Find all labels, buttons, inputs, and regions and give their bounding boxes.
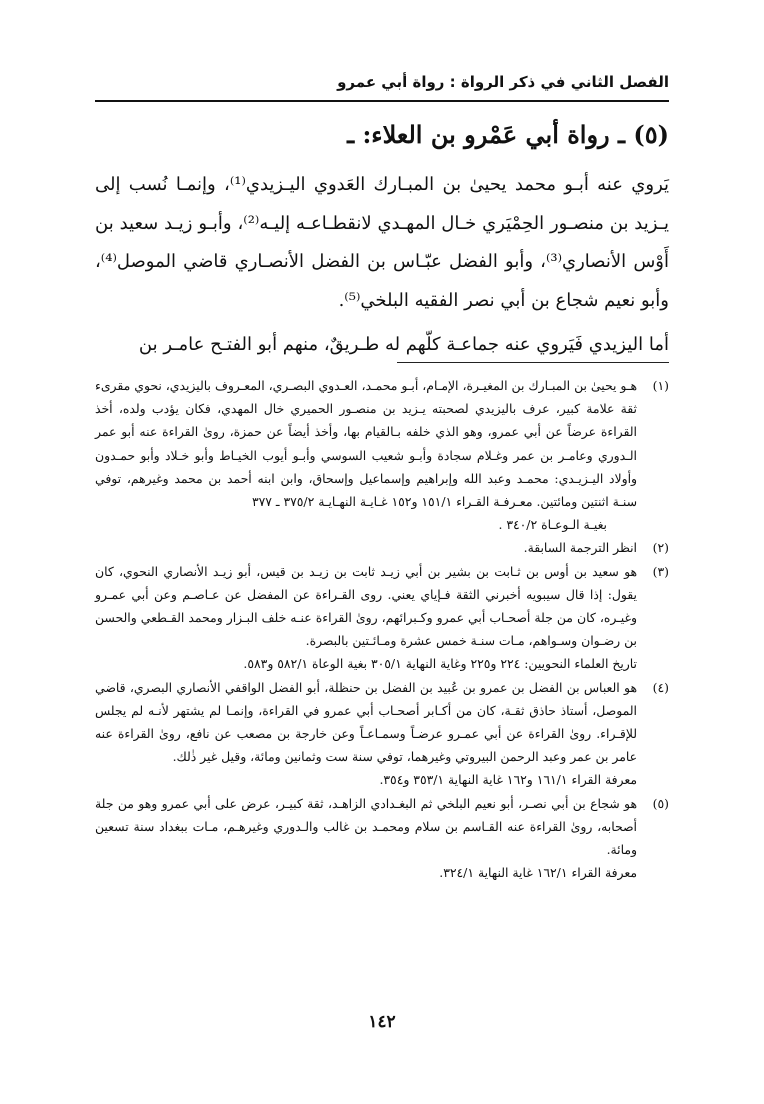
footnote-reference: تاريخ العلماء النحويين: ٢٢٤ و٢٢٥ وغاية النهاية ٣٠٥/١ بغية الوعاة ٥٨٢/١ و٥٨٣.	[243, 656, 637, 672]
footnote	[95, 560, 669, 676]
footnote-paragraph: انظر الترجمة السابقة.	[523, 540, 637, 556]
footnote-separator	[397, 362, 669, 363]
footnote-paragraph: هـو يحيىٰ بن المبـارك بن المغيـرة، الإمـام، أبـو محمـد، العـدوي البصـري، المعـروف باليزيدي، نحوي مقرىء ثقة علامة كبير، عرف باليزيدي لصحبته يـزيد بن منصـور الحميري خال المهدي، فكان يؤدب ولده، أخذ القراءة عرضاً عن أبي عمرو، وهو الذي خلفه بـالقيام بها، وأخذ أيضاً عن حمزة، روىٰ القراءة عنه أبو عمر الـدوري وعامـر بن عمر وغـلام سجادة وأبـو شعيب السوسي وأبـو أيوب الخيـاط وأبو خـلاد وأبو حمـدون وأولاد اليـزيـدي: محمـد وعبد الله وإبراهيم وإسماعيل وإسحاق، وابن ابنه أحمد بن محمد وغيرهم، توفي سنـة اثنتين ومائتين. معـرفـة القـراء ١٥١/١ و١٥٢ غـايـة النهـايـة ٣٧٥/٢ ـ ٣٧٧	[95, 378, 637, 510]
footnote-text	[95, 676, 637, 792]
main-text	[95, 166, 669, 365]
section-heading: (٥) ـ رواة أبي عَمْرو بن العلاء: ـ	[347, 120, 669, 149]
footnote-number: (٥)	[652, 795, 669, 811]
footnotes-section	[95, 374, 669, 884]
running-header: الفصل الثاني في ذكر الرواة : رواة أبي عمرو	[337, 73, 669, 91]
main-paragraph: يَروي عنه أبـو محمد يحيىٰ بن المبـارك العَدوي اليـزيدي⁽¹⁾، وإنمـا نُسب إلى يـزيد بن منصـور الحِمْيَري خـال المهـدي لانقطـاعـه إليـه⁽²⁾، وأبـو زيـد سعيد بن أَوْس الأنصاري⁽³⁾، وأبو الفضل عبّـاس بن الفضل الأنصـاري قاضي الموصل⁽⁴⁾، وأبو نعيم شجاع بن أبي نصر الفقيه البلخي⁽⁵⁾.	[95, 174, 670, 311]
footnote-text	[95, 374, 637, 536]
footnote	[95, 792, 669, 885]
footnote-number: (٤)	[652, 679, 669, 695]
header-rule	[95, 100, 669, 102]
footnote-text	[95, 792, 637, 885]
footnote-reference: بغيـة الـوعـاة ٣٤٠/٢ .	[498, 517, 607, 533]
main-paragraph: أما اليزيدي فَيَروي عنه جماعـة كلّهم له طـريقٌ، منهم أبو الفتـح عامـر بن	[138, 334, 669, 355]
footnote	[95, 676, 669, 792]
footnote	[95, 374, 669, 536]
footnote	[95, 536, 669, 559]
footnote-paragraph: هو العباس بن الفضل بن عمرو بن عُبيد بن الفضل بن حنظلة، أبو الفضل الواقفي الأنصاري البصري، قاضي الموصل، أستاذ حاذق ثقـة، كان من أكـابر أصحـاب أبي عمرو في القراءة، وإنمـا لم يشتهر لأنـه لم يجلس للإقـراء. روىٰ القراءة عن أبي عمـرو عرضـاً وسمـاعـاً وعن خارجة بن مصعب عن نافع، روىٰ القراءة عنه عامر بن عمر وعبد الرحمن البيروتي وغيرهما، توفي سنة ست وثمانين ومائة، وقيل غير ذٰلك.	[95, 679, 637, 765]
page-number: ١٤٢	[368, 1012, 396, 1032]
footnote-text	[95, 560, 637, 676]
footnote-number: (١)	[652, 378, 669, 393]
footnote-paragraph: هو شجاع بن أبي نصـر، أبو نعيم البلخي ثم البغـدادي الزاهـد، ثقة كبيـر، عرض على أبي عمرو وهو من جلة أصحابه، روىٰ القراءة عنه القـاسم بن سلام ومحمـد بن غالب والـدوري وغيرهـم، مـات ببغداد سنة تسعين ومائة.	[95, 795, 637, 858]
footnote-number: (٣)	[652, 563, 669, 579]
footnote-reference: معرفة القراء ١٦١/١ و١٦٢ غاية النهاية ٣٥٣/١ و٣٥٤.	[379, 772, 637, 788]
footnote-number: (٢)	[652, 540, 669, 556]
footnote-text	[95, 536, 637, 559]
footnote-reference: معرفة القراء ١٦٢/١ غاية النهاية ٣٢٤/١.	[439, 865, 637, 881]
footnote-paragraph: هو سعيد بن أوس بن ثـابت بن بشير بن أبي زيـد ثابت بن زيـد بن قيس، أبو زيـد الأنصاري النحوي، كان يقول: إذا قال سيبويه أخبرني الثقة فـإياي يعني. روى القـراءة عن المفضل عن عـاصـم وعن أبي عمـرو وغيـره، كان من جلة أصحـاب أبي عمرو وكـبرائهم، روىٰ القراءة عنـه خلف البـزار ومحمد القـطعي والحسن بن رضـوان وسـواهم، مـات سنـة خمس عشرة ومـائـتين بالبصرة.	[95, 563, 637, 649]
